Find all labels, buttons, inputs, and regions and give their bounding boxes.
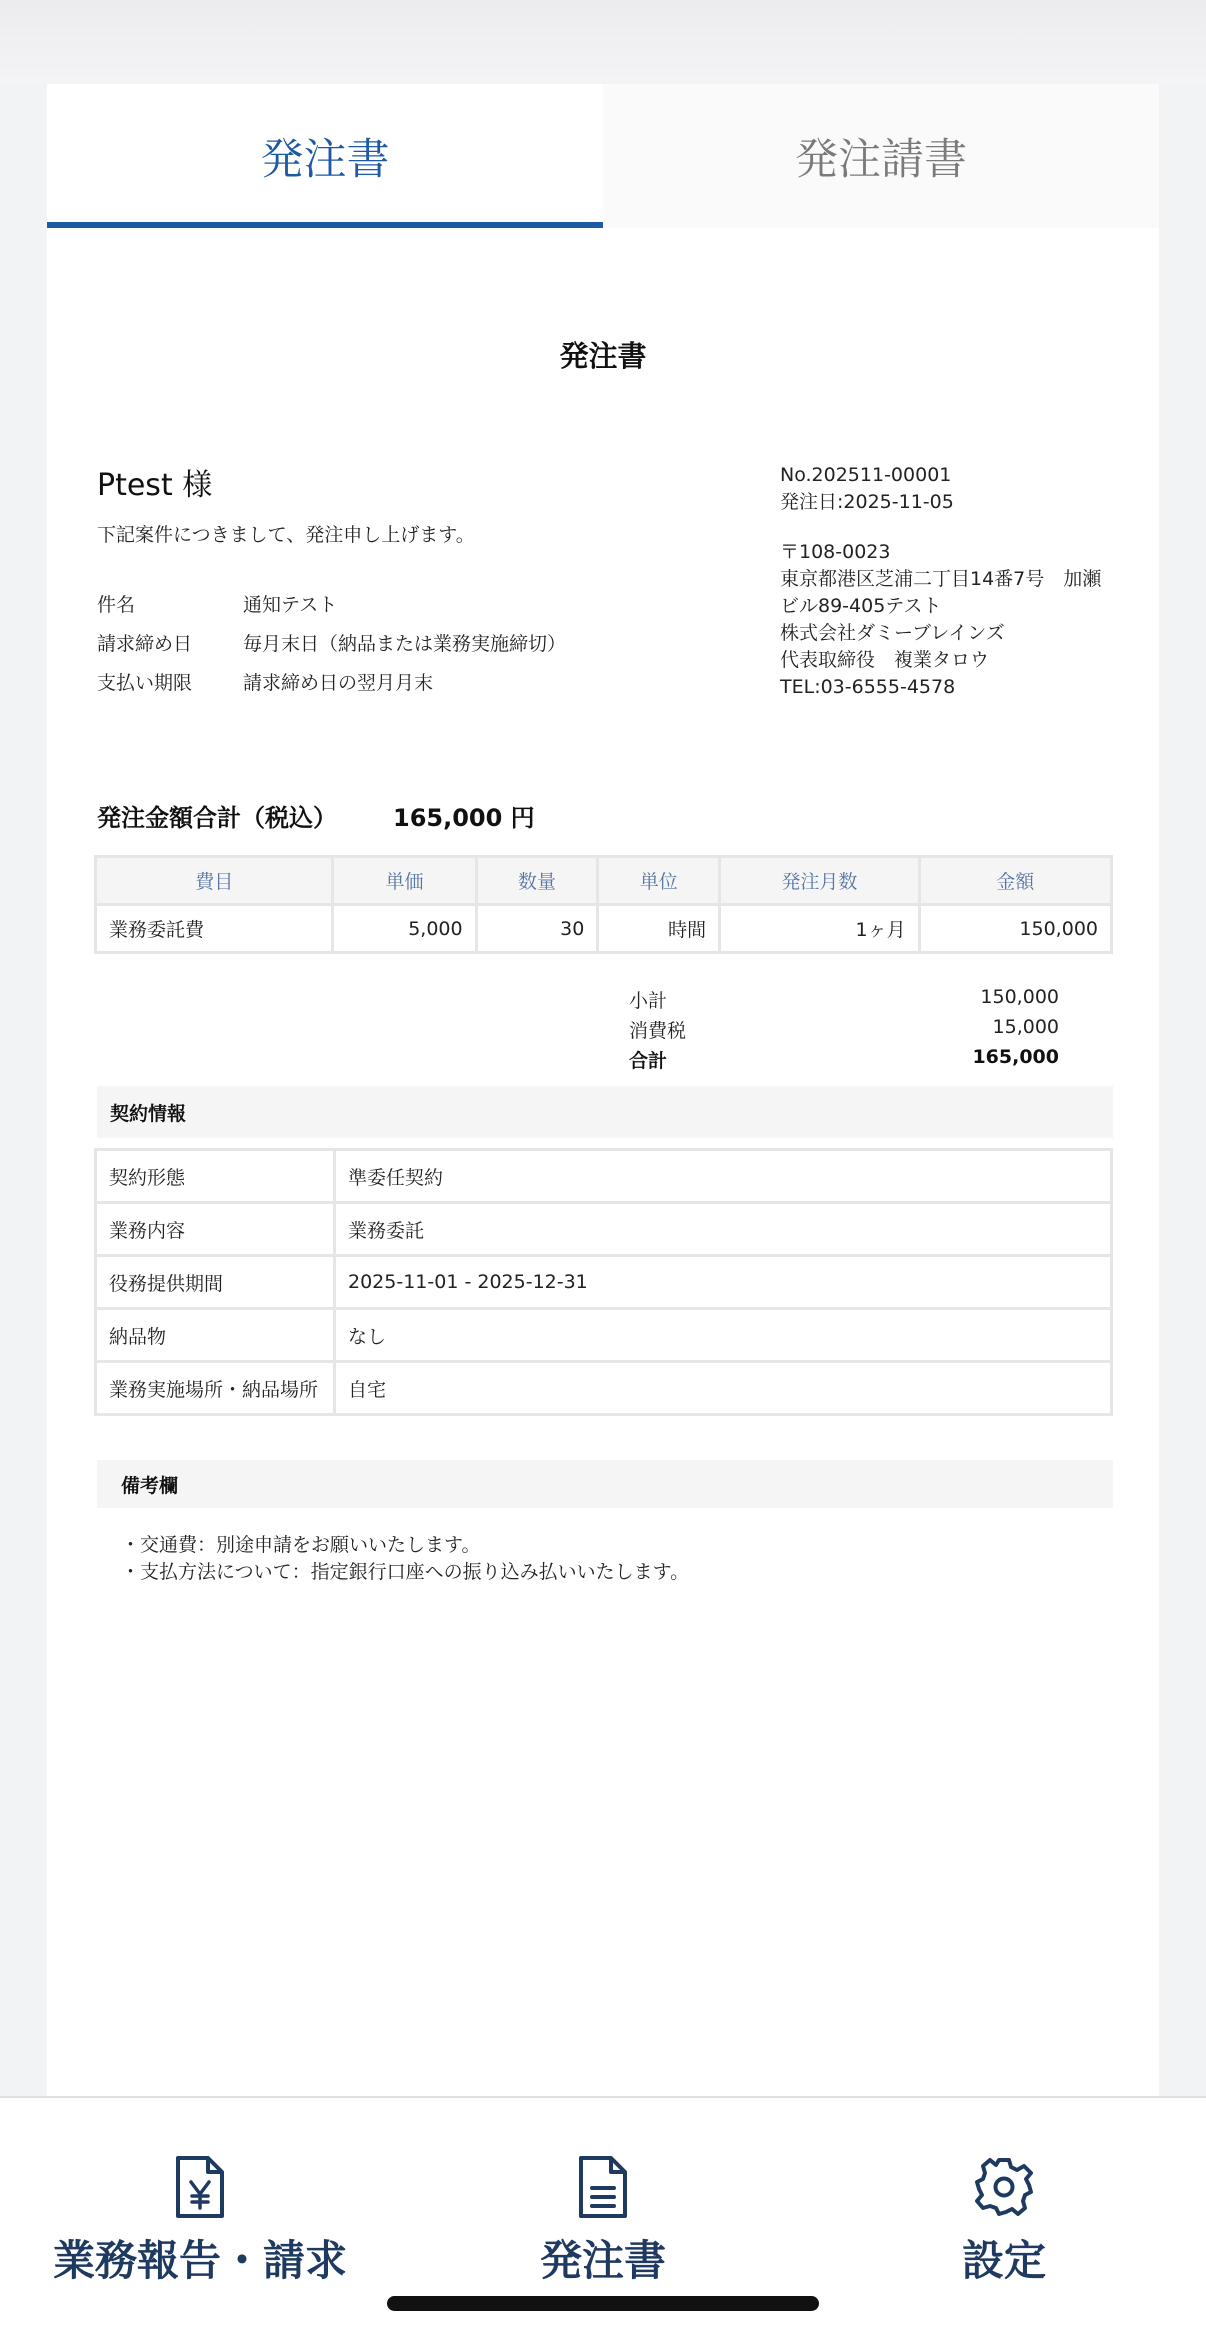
items-table xyxy=(94,855,1113,954)
column-header: 数量 xyxy=(478,858,597,903)
address-line-1: 東京都港区芝浦二丁目14番7号 加瀬 xyxy=(780,568,1102,590)
intro-text: 下記案件につきまして、発注申し上げます。 xyxy=(97,524,475,546)
document-card xyxy=(47,84,1159,2100)
order-date: 発注日:2025-11-05 xyxy=(780,491,954,513)
column-header: 単位 xyxy=(599,858,718,903)
contract-value: 業務委託 xyxy=(336,1204,1110,1254)
column-header: 金額 xyxy=(921,858,1110,903)
column-header: 発注月数 xyxy=(721,858,918,903)
contract-info-heading: 契約情報 xyxy=(97,1086,1113,1138)
nav-item-report-invoice[interactable] xyxy=(40,2098,360,2298)
table-row xyxy=(97,1310,1110,1360)
contract-value: 2025-11-01 - 2025-12-31 xyxy=(336,1257,1110,1307)
phone-number: TEL:03-6555-4578 xyxy=(780,676,956,698)
column-header: 費目 xyxy=(97,858,331,903)
note-item: ・交通費：別途申請をお願いいたします。 xyxy=(121,1534,481,1556)
postal-code: 〒108-0023 xyxy=(780,541,891,563)
subtotal-value: 150,000 xyxy=(980,986,1059,1008)
yen-document-icon xyxy=(174,2156,226,2222)
table-row xyxy=(97,1363,1110,1413)
table-cell: 1ヶ月 xyxy=(721,906,918,951)
table-cell: 150,000 xyxy=(921,906,1110,951)
notes-heading: 備考欄 xyxy=(97,1460,1113,1508)
table-row xyxy=(97,906,1110,951)
table-row xyxy=(97,1204,1110,1254)
grand-total-value: 165,000 xyxy=(972,1046,1059,1068)
meta-label: 件名 xyxy=(97,594,136,616)
contract-value: 準委任契約 xyxy=(336,1151,1110,1201)
active-tab-indicator xyxy=(47,222,603,228)
nav-label: 設定 xyxy=(961,2236,1046,2285)
tab-bar xyxy=(47,84,1159,228)
table-row xyxy=(97,1151,1110,1201)
contract-value: 自宅 xyxy=(336,1363,1110,1413)
table-row xyxy=(97,1257,1110,1307)
customer-name: Ptest 様 xyxy=(97,468,213,503)
contract-label: 業務内容 xyxy=(97,1204,333,1254)
representative: 代表取締役 複業タロウ xyxy=(780,649,990,671)
nav-item-settings[interactable] xyxy=(884,2098,1124,2298)
document-number: No.202511-00001 xyxy=(780,464,952,486)
notes-list xyxy=(121,1532,689,1586)
contract-label: 役務提供期間 xyxy=(97,1257,333,1307)
column-header: 単価 xyxy=(334,858,474,903)
tab-order-acceptance[interactable]: 発注請書 xyxy=(603,84,1159,228)
top-shade xyxy=(0,0,1206,84)
meta-row-payment-deadline xyxy=(97,668,433,695)
meta-value: 通知テスト xyxy=(243,594,338,616)
company-name: 株式会社ダミーブレインズ xyxy=(780,622,1005,644)
note-item: ・支払方法について：指定銀行口座への振り込み払いいたします。 xyxy=(121,1561,690,1583)
table-cell: 5,000 xyxy=(334,906,474,951)
nav-label: 業務報告・請求 xyxy=(52,2236,347,2285)
contract-label: 納品物 xyxy=(97,1310,333,1360)
issuer-info xyxy=(780,462,1120,701)
items-table-header xyxy=(97,858,1110,903)
meta-value: 毎月末日（納品または業務実施締切） xyxy=(243,633,567,655)
contract-label: 契約形態 xyxy=(97,1151,333,1201)
tax-label: 消費税 xyxy=(629,1020,687,1042)
order-total-value: 165,000 円 xyxy=(393,804,535,832)
contract-table xyxy=(94,1148,1113,1416)
table-cell: 時間 xyxy=(599,906,718,951)
tax-value: 15,000 xyxy=(992,1016,1059,1038)
table-cell: 業務委託費 xyxy=(97,906,331,951)
meta-row-closing-date xyxy=(97,629,566,656)
document-icon xyxy=(577,2156,629,2222)
meta-label: 支払い期限 xyxy=(97,672,193,694)
nav-label: 発注書 xyxy=(539,2236,666,2285)
contract-label: 業務実施場所・納品場所 xyxy=(97,1363,333,1413)
subtotal-label: 小計 xyxy=(629,990,668,1012)
table-cell: 30 xyxy=(478,906,597,951)
home-indicator xyxy=(387,2296,819,2311)
address-line-2: ビル89-405テスト xyxy=(780,595,942,617)
gear-icon xyxy=(973,2156,1035,2222)
meta-value: 請求締め日の翌月月末 xyxy=(243,672,434,694)
contract-value: なし xyxy=(336,1310,1110,1360)
order-total xyxy=(97,798,535,833)
meta-label: 請求締め日 xyxy=(97,633,193,655)
document-title: 発注書 xyxy=(559,339,647,373)
grand-total-label: 合計 xyxy=(629,1050,668,1072)
tab-purchase-order[interactable]: 発注書 xyxy=(260,134,390,185)
meta-row-subject xyxy=(97,590,337,617)
order-total-label: 発注金額合計（税込） xyxy=(97,804,337,832)
nav-item-purchase-order[interactable] xyxy=(483,2098,723,2298)
